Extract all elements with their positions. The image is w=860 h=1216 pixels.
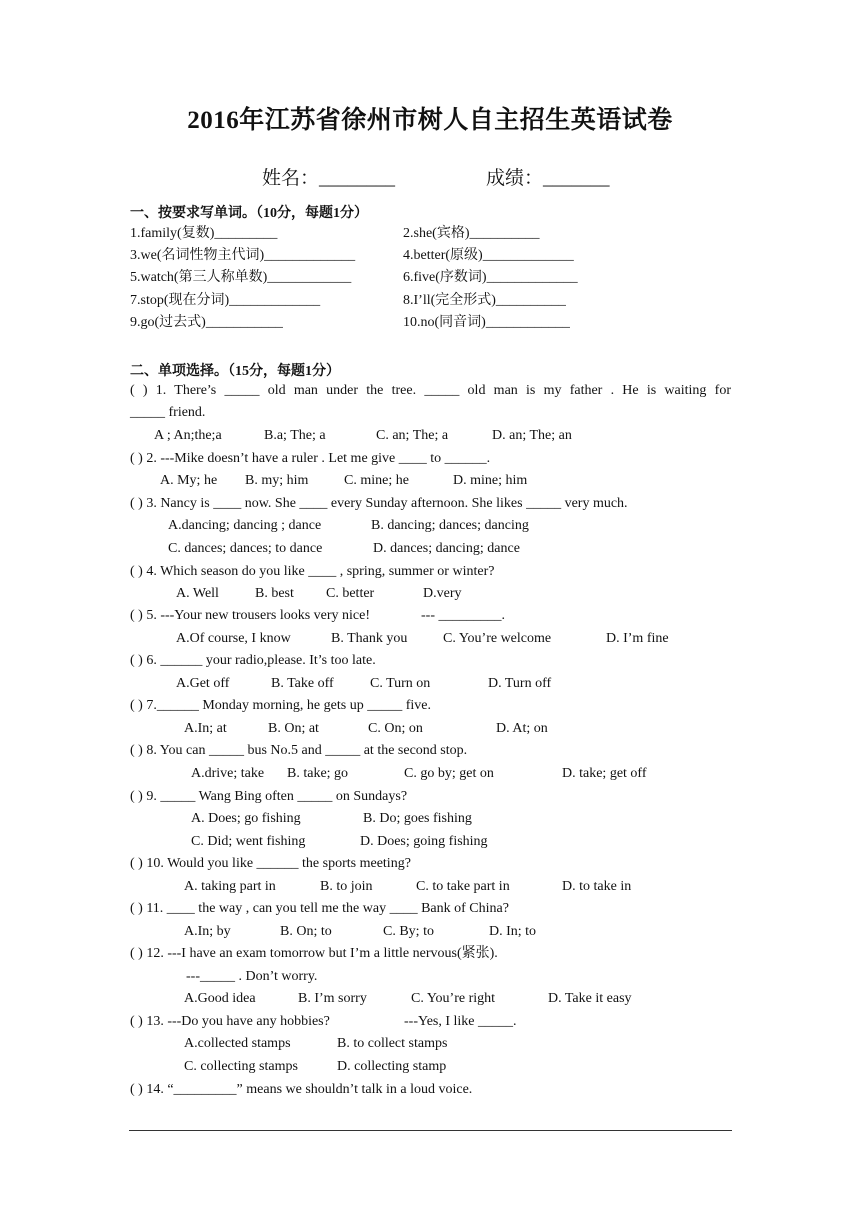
- section2-heading: 二、单项选择。（15分，每题1分）: [130, 364, 340, 379]
- q7-option-c: C. On; on: [368, 721, 423, 736]
- q5-option-d: D. I’m fine: [606, 631, 669, 646]
- q2-option-d: D. mine; him: [453, 473, 528, 488]
- q6-option-a: A.Get off: [176, 676, 230, 691]
- question-12-reply: ---_____ . Don’t worry.: [186, 969, 318, 984]
- q11-option-b: B. On; to: [280, 924, 332, 939]
- question-14-stem: ( ) 14. “_________” means we shouldn’t talk in a loud voice.: [130, 1082, 473, 1097]
- score-field-label: 成绩：_______: [486, 168, 610, 189]
- q5-option-b: B. Thank you: [331, 631, 408, 646]
- word-item-3: 3.we(名词性物主代词)_____________: [130, 248, 356, 263]
- q4-option-a: A. Well: [176, 586, 219, 601]
- q7-option-a: A.In; at: [184, 721, 227, 736]
- word-item-1: 1.family(复数)_________: [130, 226, 278, 241]
- q8-option-c: C. go by; get on: [404, 766, 494, 781]
- q2-option-b: B. my; him: [245, 473, 309, 488]
- question-3-stem: ( ) 3. Nancy is ____ now. She ____ every Sunday afternoon. She likes _____ very much.: [130, 496, 628, 511]
- q10-option-c: C. to take part in: [416, 879, 510, 894]
- q4-option-b: B. best: [255, 586, 294, 601]
- q13-option-d: D. collecting stamp: [337, 1059, 447, 1074]
- q1-option-d: D. an; The; an: [492, 428, 572, 443]
- q1-option-a: A ; An;the;a: [154, 428, 222, 443]
- q6-option-b: B. Take off: [271, 676, 334, 691]
- q8-option-b: B. take; go: [287, 766, 349, 781]
- q3-option-b: B. dancing; dances; dancing: [371, 518, 529, 533]
- q5-option-c: C. You’re welcome: [443, 631, 552, 646]
- q12-option-b: B. I’m sorry: [298, 991, 367, 1006]
- q5-option-a: A.Of course, I know: [176, 631, 291, 646]
- section1-heading: 一、按要求写单词。（10分，每题1分）: [130, 206, 368, 221]
- q9-option-a: A. Does; go fishing: [191, 811, 301, 826]
- word-item-2: 2.she(宾格)__________: [403, 226, 540, 241]
- q1-option-c: C. an; The; a: [376, 428, 449, 443]
- question-1-stem-cont: _____ friend.: [130, 405, 206, 420]
- q10-option-b: B. to join: [320, 879, 373, 894]
- word-item-4: 4.better(原级)_____________: [403, 248, 574, 263]
- question-6-stem: ( ) 6. ______ your radio,please. It’s too late.: [130, 653, 376, 668]
- word-item-7: 7.stop(现在分词)_____________: [130, 293, 321, 308]
- q13-option-b: B. to collect stamps: [337, 1036, 448, 1051]
- name-field-label: 姓名：________: [262, 168, 396, 189]
- q3-option-a: A.dancing; dancing ; dance: [168, 518, 322, 533]
- word-item-10: 10.no(同音词)____________: [403, 315, 570, 330]
- footer-divider: [129, 1130, 732, 1131]
- q13-option-c: C. collecting stamps: [184, 1059, 298, 1074]
- question-1-stem: ( ) 1. There’s _____ old man under the tree. _____ old man is my father . He is waiting for: [130, 383, 731, 398]
- word-item-9: 9.go(过去式)___________: [130, 315, 283, 330]
- question-13-stem: ( ) 13. ---Do you have any hobbies?: [130, 1014, 330, 1029]
- q10-option-d: D. to take in: [562, 879, 632, 894]
- q8-option-d: D. take; get off: [562, 766, 647, 781]
- question-7-stem: ( ) 7.______ Monday morning, he gets up _____ five.: [130, 698, 431, 713]
- q11-option-a: A.In; by: [184, 924, 231, 939]
- q3-option-c: C. dances; dances; to dance: [168, 541, 323, 556]
- q4-option-d: D.very: [423, 586, 462, 601]
- q10-option-a: A. taking part in: [184, 879, 276, 894]
- q13-option-a: A.collected stamps: [184, 1036, 291, 1051]
- q12-option-a: A.Good idea: [184, 991, 256, 1006]
- q7-option-b: B. On; at: [268, 721, 319, 736]
- q12-option-d: D. Take it easy: [548, 991, 632, 1006]
- question-2-stem: ( ) 2. ---Mike doesn’t have a ruler . Let me give ____ to ______.: [130, 451, 491, 466]
- word-item-8: 8.I’ll(完全形式)__________: [403, 293, 566, 308]
- word-item-6: 6.five(序数词)_____________: [403, 270, 578, 285]
- q2-option-c: C. mine; he: [344, 473, 409, 488]
- question-5-stem: ( ) 5. ---Your new trousers looks very nice!: [130, 608, 371, 623]
- q7-option-d: D. At; on: [496, 721, 548, 736]
- q3-option-d: D. dances; dancing; dance: [373, 541, 520, 556]
- q8-option-a: A.drive; take: [191, 766, 265, 781]
- q9-option-c: C. Did; went fishing: [191, 834, 306, 849]
- question-4-stem: ( ) 4. Which season do you like ____ , spring, summer or winter?: [130, 564, 495, 579]
- q6-option-d: D. Turn off: [488, 676, 552, 691]
- question-10-stem: ( ) 10. Would you like ______ the sports meeting?: [130, 856, 411, 871]
- q9-option-b: B. Do; goes fishing: [363, 811, 472, 826]
- question-12-stem: ( ) 12. ---I have an exam tomorrow but I’m a little nervous(紧张).: [130, 946, 498, 961]
- word-item-5: 5.watch(第三人称单数)____________: [130, 270, 352, 285]
- q2-option-a: A. My; he: [160, 473, 218, 488]
- q12-option-c: C. You’re right: [411, 991, 496, 1006]
- q11-option-c: C. By; to: [383, 924, 434, 939]
- question-9-stem: ( ) 9. _____ Wang Bing often _____ on Sundays?: [130, 789, 408, 804]
- q9-option-d: D. Does; going fishing: [360, 834, 488, 849]
- question-11-stem: ( ) 11. ____ the way , can you tell me the way ____ Bank of China?: [130, 901, 509, 916]
- question-5-reply: --- _________.: [421, 608, 505, 623]
- q11-option-d: D. In; to: [489, 924, 537, 939]
- question-8-stem: ( ) 8. You can _____ bus No.5 and _____ at the second stop.: [130, 743, 468, 758]
- q1-option-b: B.a; The; a: [264, 428, 326, 443]
- page-title: 2016年江苏省徐州市树人自主招生英语试卷: [187, 107, 673, 134]
- q4-option-c: C. better: [326, 586, 375, 601]
- q6-option-c: C. Turn on: [370, 676, 431, 691]
- question-13-reply: ---Yes, I like _____.: [404, 1014, 517, 1029]
